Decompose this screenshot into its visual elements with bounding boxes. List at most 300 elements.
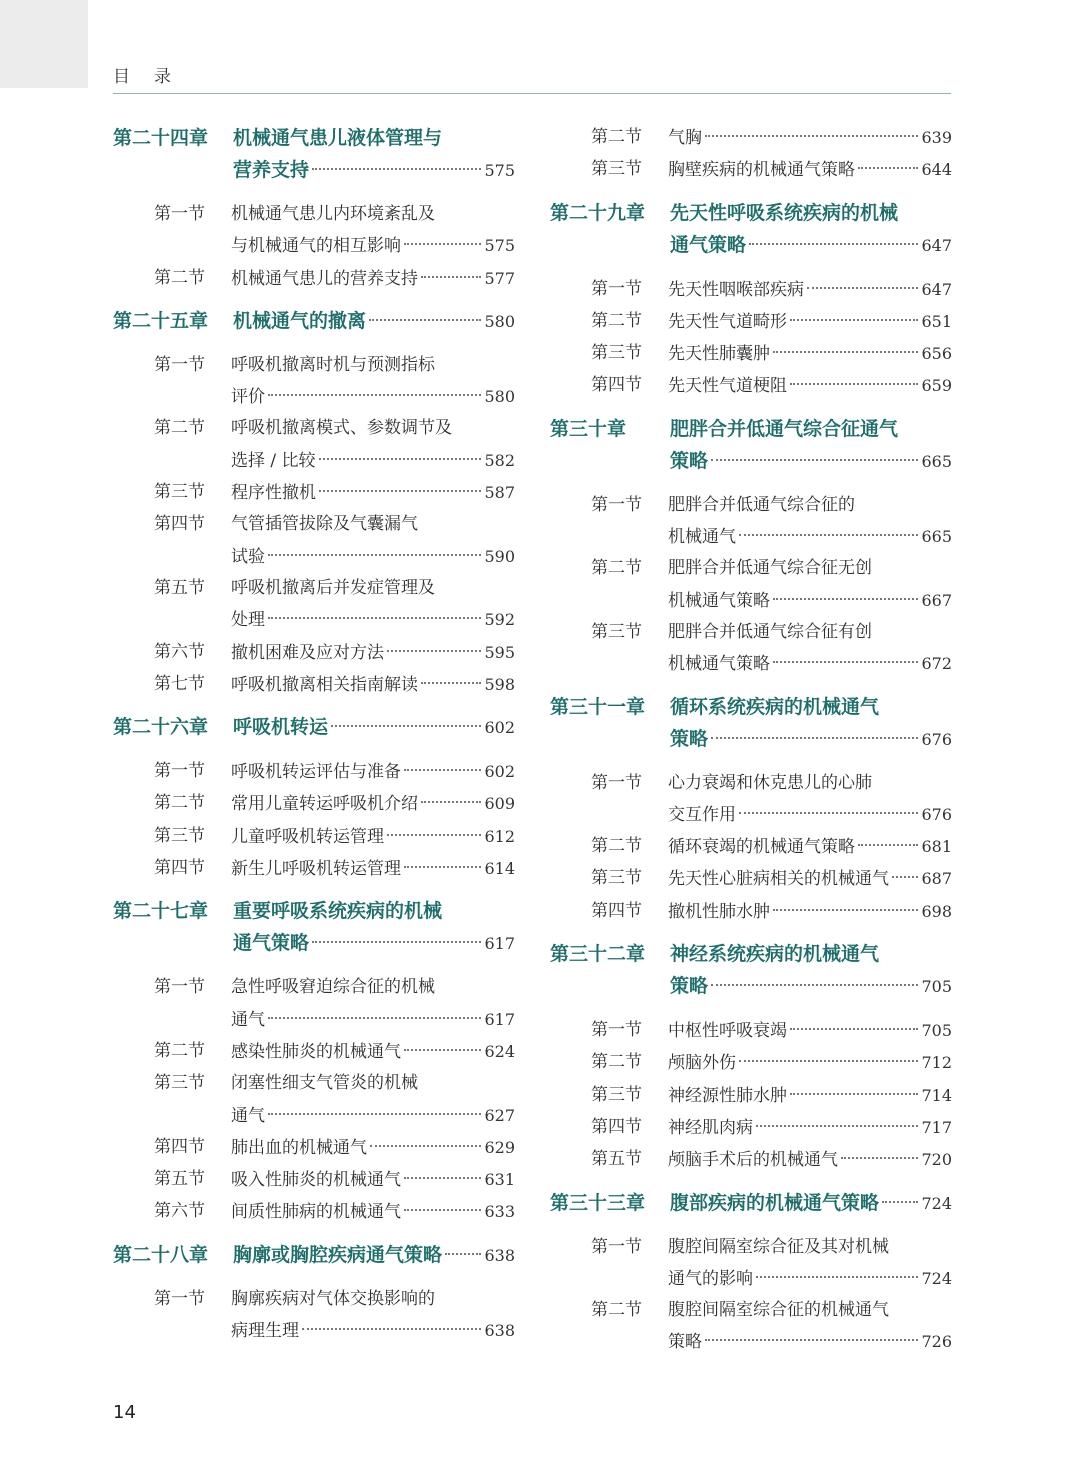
title-line [668,274,952,306]
section-number: 第一节 [591,278,642,299]
dot-leader [302,1327,481,1330]
dot-leader [756,1275,918,1278]
title-line [231,1100,515,1132]
toc-section-entry [113,263,515,295]
title-line [231,1132,515,1164]
title-text: 机械通气患儿的营养支持 [231,268,418,289]
toc-section-entry [550,896,952,928]
section-title [231,573,515,637]
title-line [231,1315,515,1347]
dot-leader [268,393,481,396]
dot-leader [773,350,918,353]
toc-section-entry [550,154,952,186]
title-line [670,229,952,262]
dot-leader [892,875,918,878]
section-title [231,1036,515,1068]
title-text: 交互作用 [668,804,736,825]
title-line [668,1112,952,1144]
title-line [231,788,515,820]
section-title [668,490,952,554]
title-text: 心力衰竭和休克患儿的心肺 [668,772,872,793]
toc-chapter-entry [113,1239,515,1272]
section-title [668,122,952,154]
title-line [668,863,952,895]
section-title [231,788,515,820]
section-number: 第三节 [591,343,642,364]
toc-chapter-entry [550,1187,952,1220]
title-text: 策略 [668,1332,702,1353]
title-text: 呼吸机撤离相关指南解读 [231,674,418,695]
section-title [231,413,515,477]
title-line [668,1080,952,1112]
title-line [668,370,952,402]
chapter-title [670,413,952,478]
title-text: 呼吸机撤离模式、参数调节及 [231,418,452,439]
title-text: 闭塞性细支气管炎的机械 [231,1073,418,1094]
section-title [668,768,952,832]
title-line [231,1068,515,1099]
dot-leader [404,1176,481,1179]
title-text: 循环系统疾病的机械通气 [670,695,880,718]
dot-leader [711,458,918,461]
section-number: 第三节 [591,1084,642,1105]
chapter-number: 第二十八章 [113,1243,209,1266]
dot-leader [404,1048,481,1051]
toc-column-right [550,122,952,1359]
title-line [668,154,952,186]
title-text: 腹腔间隔室综合征的机械通气 [668,1300,889,1321]
title-text: 神经源性肺水肿 [668,1085,787,1106]
dot-leader [841,1156,918,1159]
dot-leader [807,286,918,289]
toc-chapter-entry [550,197,952,262]
title-line [668,1144,952,1176]
section-title [668,1144,952,1176]
toc-section-entry [113,199,515,263]
dot-leader [790,1027,918,1030]
dot-leader [790,318,918,321]
toc-section-entry [113,1036,515,1068]
toc-section-entry [550,768,952,832]
dot-leader [268,1016,481,1019]
page-ref: 639 [921,128,952,147]
title-line [668,338,952,370]
title-text: 选择 / 比较 [231,450,316,471]
title-line [670,1187,952,1220]
title-line [231,413,515,444]
toc-section-entry [550,1015,952,1047]
page-ref: 726 [921,1332,952,1352]
page-ref: 724 [921,1193,952,1213]
page-ref: 582 [484,450,515,470]
title-text: 机械通气策略 [668,654,770,675]
page-ref: 638 [484,1321,515,1341]
toc-section-entry [113,853,515,885]
section-number: 第七节 [154,673,205,694]
chapter-title [233,1239,515,1272]
dot-leader [749,242,918,245]
title-line [668,768,952,799]
toc-section-entry [550,863,952,895]
title-line [668,831,952,863]
page-ref: 598 [484,674,515,694]
title-text: 通气 [231,1105,265,1126]
chapter-title [233,895,515,960]
section-number: 第四节 [591,900,642,921]
section-title [231,1196,515,1228]
toc-section-entry [550,1047,952,1079]
page-ref: 595 [484,642,515,662]
toc-section-entry [550,1112,952,1144]
title-text: 撤机困难及应对方法 [231,642,384,663]
section-title [668,553,952,617]
title-line [668,1015,952,1047]
toc-section-entry [550,1232,952,1296]
section-title [668,338,952,370]
toc-section-entry [113,1196,515,1228]
chapter-number: 第二十九章 [550,201,646,224]
section-title [231,1164,515,1196]
title-text: 试验 [231,546,265,567]
title-text: 循环衰竭的机械通气策略 [668,837,855,858]
title-text: 常用儿童转运呼吸机介绍 [231,794,418,815]
toc-section-entry [113,669,515,701]
section-number: 第一节 [591,1236,642,1257]
page-ref: 676 [921,804,952,824]
page-ref: 672 [921,654,952,674]
title-text: 吸入性肺炎的机械通气 [231,1170,401,1191]
toc-section-entry [550,831,952,863]
title-text: 颅脑外伤 [668,1053,736,1074]
title-line [670,197,952,229]
page-ref: 638 [484,1245,515,1265]
title-text: 病理生理 [231,1321,299,1342]
dot-leader [331,724,481,727]
section-title [231,477,515,509]
dot-leader [404,242,481,245]
section-number: 第五节 [154,1169,205,1190]
title-text: 通气策略 [670,233,747,256]
section-number: 第一节 [154,761,205,782]
dot-leader [739,811,918,814]
title-text: 策略 [670,449,709,472]
chapter-title [233,305,515,338]
page-ref: 647 [921,235,952,255]
page-ref: 602 [484,718,515,738]
page-ref: 698 [921,901,952,921]
page-ref: 667 [921,590,952,610]
dot-leader [387,833,481,836]
section-number: 第二节 [154,267,205,288]
page-ref: 676 [921,729,952,749]
title-text: 先天性气道畸形 [668,311,787,332]
dot-leader [739,533,918,536]
page-ref: 717 [921,1117,952,1137]
title-text: 评价 [231,387,265,408]
section-title [668,863,952,895]
title-text: 新生儿呼吸机转运管理 [231,859,401,880]
page-ref: 656 [921,344,952,364]
header-rule [113,93,951,94]
dot-leader [387,649,481,652]
chapter-title [233,122,515,187]
title-line [668,306,952,338]
toc-section-entry [113,350,515,414]
toc-section-entry [550,274,952,306]
title-line [231,1164,515,1196]
chapter-number: 第二十七章 [113,900,209,923]
section-number: 第二节 [591,127,642,147]
toc-section-entry [113,477,515,509]
chapter-number: 第三十二章 [550,943,646,966]
title-line [231,199,515,230]
section-number: 第三节 [154,1073,205,1094]
section-number: 第四节 [591,375,642,396]
title-text: 通气 [231,1009,265,1030]
section-number: 第二节 [154,418,205,439]
chapter-title [670,938,952,1003]
section-title [231,1068,515,1132]
page-ref: 720 [921,1150,952,1170]
title-text: 儿童呼吸机转运管理 [231,826,384,847]
page-ref: 577 [484,268,515,288]
page-ref: 614 [484,859,515,879]
title-text: 机械通气患儿液体管理与 [233,127,443,149]
title-line [231,756,515,788]
section-number: 第二节 [591,310,642,331]
section-number: 第一节 [154,204,205,224]
toc-section-entry [113,1284,515,1348]
title-text: 中枢性呼吸衰竭 [668,1021,787,1042]
section-title [668,306,952,338]
title-text: 先天性呼吸系统疾病的机械 [670,201,899,224]
section-title [668,154,952,186]
section-title [668,1015,952,1047]
toc-section-entry [113,573,515,637]
section-title [231,972,515,1036]
toc-section-entry [113,413,515,477]
page-ref: 631 [484,1170,515,1190]
dot-leader [790,1092,918,1095]
section-title [668,1080,952,1112]
title-text: 肺出血的机械通气 [231,1137,367,1158]
page-ref: 617 [484,1009,515,1029]
section-title [231,509,515,573]
title-text: 先天性肺囊肿 [668,344,770,365]
toc-section-entry [550,553,952,617]
title-text: 程序性撤机 [231,483,316,504]
title-line [231,604,515,636]
section-number: 第三节 [154,825,205,846]
title-text: 先天性气道梗阻 [668,376,787,397]
page-ref: 651 [921,311,952,331]
chapter-number: 第二十五章 [113,309,209,332]
title-line [668,1326,952,1358]
title-line [231,509,515,540]
toc-column-left [113,122,515,1347]
section-title [231,350,515,414]
section-number: 第三节 [591,159,642,180]
section-title [668,370,952,402]
dot-leader [421,800,481,803]
title-line [668,648,952,680]
toc-section-entry [550,122,952,154]
section-number: 第五节 [591,1149,642,1170]
title-line [670,445,952,478]
title-text: 胸廓或胸腔疾病通气策略 [233,1243,443,1266]
page-ref: 712 [921,1053,952,1073]
title-line [233,1239,515,1272]
dot-leader [312,940,481,943]
title-text: 肥胖合并低通气综合征的 [668,494,855,515]
page-ref: 629 [484,1137,515,1157]
title-line [668,1263,952,1295]
page-ref: 665 [921,451,952,471]
title-text: 先天性咽喉部疾病 [668,279,804,300]
title-line [668,1295,952,1326]
title-line [233,154,515,187]
page-ref: 612 [484,826,515,846]
title-text: 颅脑手术后的机械通气 [668,1150,838,1171]
section-number: 第一节 [591,494,642,515]
running-header: 目录 [113,67,195,87]
title-text: 肥胖合并低通气综合征通气 [670,417,899,440]
page-ref: 644 [921,160,952,180]
title-line [231,853,515,885]
title-line [231,350,515,381]
title-line [231,1036,515,1068]
title-text: 肥胖合并低通气综合征无创 [668,558,872,579]
title-text: 呼吸机转运评估与准备 [231,762,401,783]
title-line [233,895,515,927]
section-title [668,1232,952,1296]
section-title [668,1112,952,1144]
section-number: 第四节 [154,858,205,879]
title-text: 腹腔间隔室综合征及其对机械 [668,1236,889,1257]
dot-leader [739,1059,918,1062]
title-text: 胸壁疾病的机械通气策略 [668,160,855,181]
title-line [668,585,952,617]
page-ref: 705 [921,977,952,997]
section-number: 第四节 [591,1116,642,1137]
dot-leader [369,318,481,321]
title-line [668,1232,952,1263]
toc-section-entry [550,1295,952,1359]
title-line [231,1196,515,1228]
title-line [231,972,515,1003]
title-line [670,938,952,970]
section-title [231,1284,515,1348]
section-number: 第一节 [154,1288,205,1309]
title-text: 肥胖合并低通气综合征有创 [668,621,872,642]
page-corner-tab [0,0,88,88]
page-ref: 714 [921,1085,952,1105]
page-ref: 627 [484,1105,515,1125]
toc-section-entry [113,972,515,1036]
section-title [668,274,952,306]
chapter-number: 第三十一章 [550,695,646,718]
dot-leader [882,1200,918,1203]
dot-leader [312,167,481,170]
chapter-title [233,711,515,744]
chapter-number: 第三十章 [550,417,627,440]
section-number: 第二节 [591,1052,642,1073]
section-number: 第三节 [154,482,205,503]
title-text: 先天性心脏病相关的机械通气 [668,869,889,890]
toc-section-entry [550,306,952,338]
section-number: 第一节 [591,1020,642,1041]
chapter-title [670,197,952,262]
title-text: 策略 [670,975,709,998]
page-ref: 580 [484,387,515,407]
dot-leader [858,843,918,846]
title-text: 胸廓疾病对气体交换影响的 [231,1288,435,1309]
title-text: 营养支持 [233,159,310,181]
page-ref: 687 [921,869,952,889]
title-line [231,541,515,573]
page-ref: 659 [921,376,952,396]
page-ref: 602 [484,762,515,782]
page-ref: 587 [484,483,515,503]
section-number: 第二节 [591,558,642,579]
title-line [233,122,515,154]
toc-section-entry [550,370,952,402]
dot-leader [773,908,918,911]
toc-section-entry [113,1068,515,1132]
section-number: 第五节 [154,577,205,598]
title-line [231,1284,515,1315]
section-number: 第三节 [591,621,642,642]
toc-chapter-entry [550,938,952,1003]
page-ref: 580 [484,311,515,331]
title-text: 策略 [670,727,709,750]
page-ref: 617 [484,934,515,954]
page-ref: 575 [484,236,515,256]
chapter-title [670,1187,952,1220]
page-ref: 665 [921,527,952,547]
toc-chapter-entry [113,895,515,960]
title-text: 气管插管拔除及气囊漏气 [231,514,418,535]
toc-section-entry [113,1164,515,1196]
title-line [231,669,515,701]
title-line [670,970,952,1003]
section-number: 第一节 [591,772,642,793]
title-line [670,691,952,723]
chapter-number: 第二十六章 [113,716,209,739]
section-title [668,831,952,863]
title-line [668,617,952,648]
title-text: 气胸 [668,128,702,148]
toc-section-entry [113,509,515,573]
section-title [231,821,515,853]
toc-section-entry [113,788,515,820]
dot-leader [756,1124,918,1127]
dot-leader [268,1112,481,1115]
toc-section-entry [113,637,515,669]
title-text: 机械通气策略 [668,590,770,611]
section-number: 第二节 [591,836,642,857]
dot-leader [404,865,481,868]
title-text: 通气策略 [233,932,310,955]
title-line [231,477,515,509]
toc-chapter-entry [113,122,515,187]
section-number: 第三节 [591,868,642,889]
toc-section-entry [550,490,952,554]
title-text: 呼吸机撤离后并发症管理及 [231,577,435,598]
title-text: 与机械通气的相互影响 [231,236,401,257]
title-text: 机械通气 [668,527,736,548]
dot-leader [445,1252,481,1255]
